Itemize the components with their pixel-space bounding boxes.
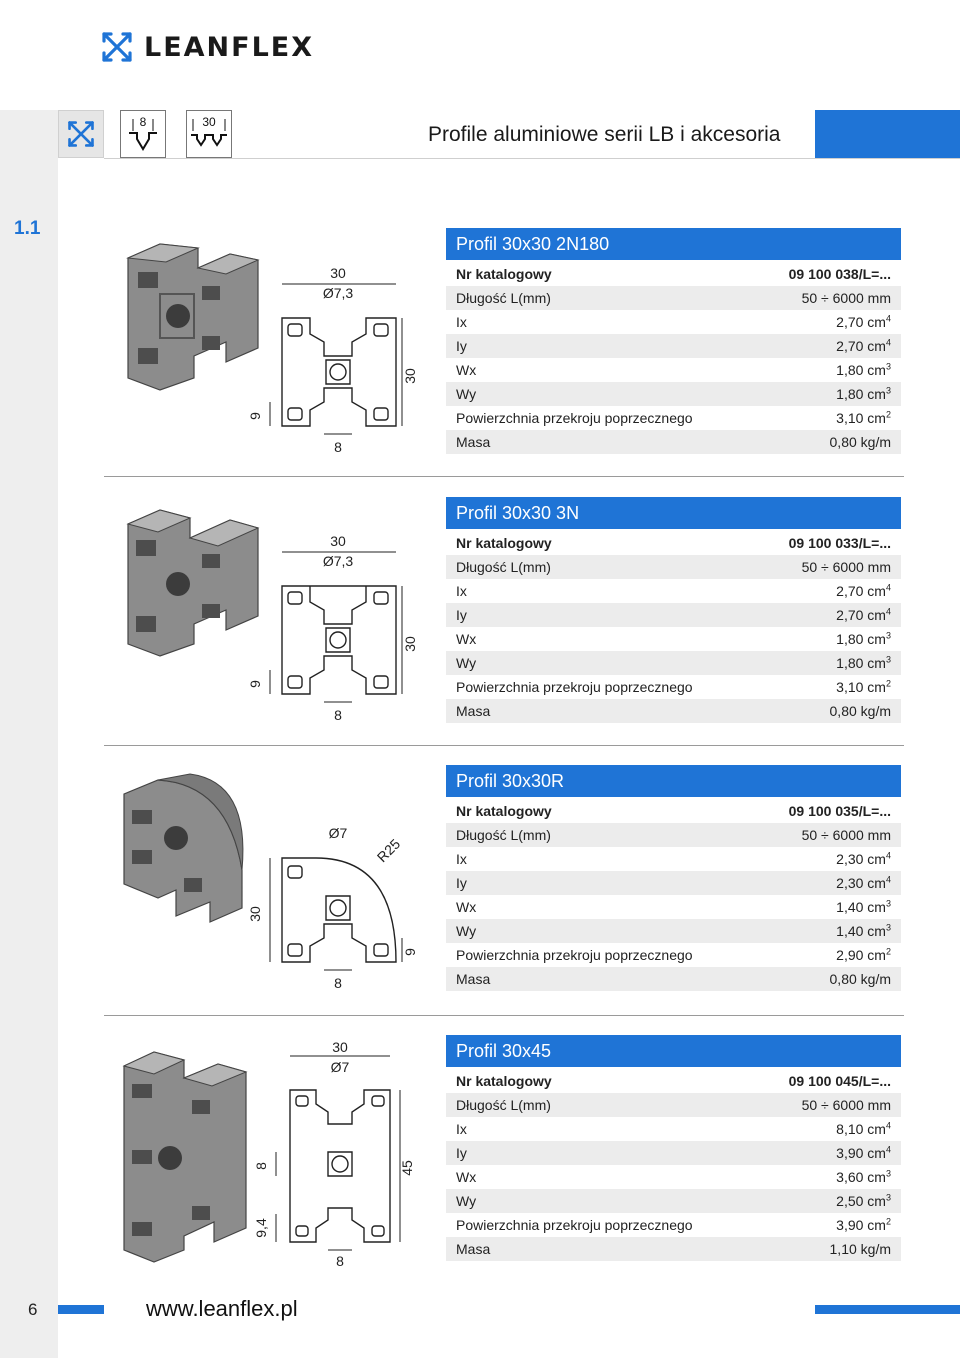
table-row: Wx 1,40 $cm^3$ xyxy=(456,898,891,915)
profile-1-dim-slot: 8 xyxy=(334,439,342,455)
table-row: Wx 1,80 $cm^3$ xyxy=(456,361,891,378)
profile-4-title: Profil 30x45 xyxy=(446,1035,901,1067)
table-row: Nr katalogowy 09 100 038/L=... xyxy=(456,266,891,282)
slot-30-label: 30 xyxy=(202,115,216,129)
profile-1-title: Profil 30x30 2N180 xyxy=(446,228,901,260)
section-divider xyxy=(104,745,904,746)
section-divider xyxy=(104,476,904,477)
profile-4-dim-left-a: 8 xyxy=(253,1162,269,1170)
table-row: Powierzchnia przekroju poprzecznego 3,10 $cm^2$ xyxy=(456,409,891,426)
footer-accent-right xyxy=(815,1305,960,1314)
profile-1-spec-table xyxy=(446,228,901,454)
profile-2-spec-table xyxy=(446,497,901,723)
profile-3-title: Profil 30x30R xyxy=(446,765,901,797)
section-divider xyxy=(104,1015,904,1016)
table-row: Ix 2,30 $cm^4$ xyxy=(456,850,891,867)
table-row: Masa 0,80 kg/m xyxy=(446,430,901,454)
table-row: Wy 1,80 $cm^3$ xyxy=(446,382,901,406)
profile-1-dim-height: 30 xyxy=(402,368,418,384)
profile-2-dim-height: 30 xyxy=(402,636,418,652)
profile-3-spec-table xyxy=(446,765,901,991)
profile-2-render xyxy=(128,510,258,656)
profile-3-dim-bore: Ø7 xyxy=(328,825,348,841)
header-logo-box xyxy=(58,110,104,158)
slot-8-icon xyxy=(120,110,166,158)
left-margin-strip xyxy=(0,110,58,1358)
profile-4-spec-table xyxy=(446,1035,901,1261)
profile-1-render xyxy=(128,244,258,390)
slot-8-label: 8 xyxy=(139,115,147,129)
brand-name: LEANFLEX xyxy=(144,31,315,63)
table-row: Długość L(mm) 50 ÷ 6000 mm xyxy=(446,823,901,847)
table-row: Długość L(mm) 50 ÷ 6000 mm xyxy=(446,1093,901,1117)
profile-1-drawing xyxy=(110,226,440,466)
leanflex-logo-icon xyxy=(100,30,134,64)
table-row: Ix 2,70 $cm^4$ xyxy=(456,582,891,599)
table-row: Długość L(mm) 50 ÷ 6000 mm xyxy=(446,286,901,310)
profile-3-dim-height: 30 xyxy=(247,906,263,922)
profile-4-drawing xyxy=(110,1030,440,1280)
profile-3-dim-slot: 8 xyxy=(334,975,342,991)
profile-1-dim-width: 30 xyxy=(330,265,346,281)
profile-1-dim-bore: Ø7,3 xyxy=(322,285,354,301)
profile-3-dim-depth: 9 xyxy=(402,948,418,956)
slot-30-icon xyxy=(186,110,232,158)
table-row: Wx 3,60 $cm^3$ xyxy=(456,1168,891,1185)
profile-2-outline xyxy=(282,586,396,694)
profile-1-dim-depth: 9 xyxy=(247,412,263,420)
page-number: 6 xyxy=(28,1300,38,1319)
profile-2-dim-depth: 9 xyxy=(247,680,263,688)
profile-4-dim-slot: 8 xyxy=(336,1253,344,1269)
profile-4-outline xyxy=(290,1090,390,1242)
table-row: Wx 1,80 $cm^3$ xyxy=(456,630,891,647)
table-row: Wy 2,50 $cm^3$ xyxy=(446,1189,901,1213)
table-row: Powierzchnia przekroju poprzecznego 3,10 $cm^2$ xyxy=(456,678,891,695)
table-row: Ix 8,10 $cm^4$ xyxy=(456,1120,891,1137)
profile-4-render xyxy=(124,1052,246,1262)
table-row: Iy 2,70 $cm^4$ xyxy=(446,334,901,358)
profile-4-dim-left-b: 9,4 xyxy=(253,1218,269,1238)
table-row: Powierzchnia przekroju poprzecznego 3,90 $cm^2$ xyxy=(456,1216,891,1233)
profile-3-outline xyxy=(282,858,396,962)
header-accent-bar xyxy=(815,110,960,158)
table-row: Nr katalogowy 09 100 045/L=... xyxy=(456,1073,891,1089)
profile-2-dim-width: 30 xyxy=(330,533,346,549)
table-row: Masa 1,10 kg/m xyxy=(446,1237,901,1261)
profile-3-drawing xyxy=(110,762,440,1002)
profile-2-drawing xyxy=(110,494,440,734)
section-number: 1.1 xyxy=(14,218,41,239)
table-row: Iy 2,30 $cm^4$ xyxy=(446,871,901,895)
profile-2-dim-slot: 8 xyxy=(334,707,342,723)
profile-3-dim-radius: R25 xyxy=(373,835,404,866)
profile-4-dim-width: 30 xyxy=(332,1039,348,1055)
profile-4-dim-bore: Ø7 xyxy=(330,1059,350,1075)
table-row: Wy 1,40 $cm^3$ xyxy=(446,919,901,943)
profile-3-render xyxy=(124,774,243,922)
table-row: Iy 3,90 $cm^4$ xyxy=(446,1141,901,1165)
table-row: Powierzchnia przekroju poprzecznego 2,90 $cm^2$ xyxy=(456,946,891,963)
table-row: Wy 1,80 $cm^3$ xyxy=(446,651,901,675)
header-divider xyxy=(104,158,960,159)
profile-1-outline xyxy=(282,318,396,426)
table-row: Nr katalogowy 09 100 035/L=... xyxy=(456,803,891,819)
profile-2-dim-bore: Ø7,3 xyxy=(322,553,354,569)
profile-4-dim-height: 45 xyxy=(399,1160,415,1176)
brand-logo xyxy=(100,30,314,64)
website-link[interactable]: www.leanflex.pl xyxy=(146,1296,298,1321)
leanflex-mark-icon xyxy=(66,119,96,149)
table-row: Nr katalogowy 09 100 033/L=... xyxy=(456,535,891,551)
footer-accent-left xyxy=(58,1305,104,1314)
table-row: Ix 2,70 $cm^4$ xyxy=(456,313,891,330)
table-row: Masa 0,80 kg/m xyxy=(446,699,901,723)
table-row: Iy 2,70 $cm^4$ xyxy=(446,603,901,627)
page-title: Profile aluminiowe serii LB i akcesoria xyxy=(428,123,781,146)
table-row: Długość L(mm) 50 ÷ 6000 mm xyxy=(446,555,901,579)
table-row: Masa 0,80 kg/m xyxy=(446,967,901,991)
profile-2-title: Profil 30x30 3N xyxy=(446,497,901,529)
